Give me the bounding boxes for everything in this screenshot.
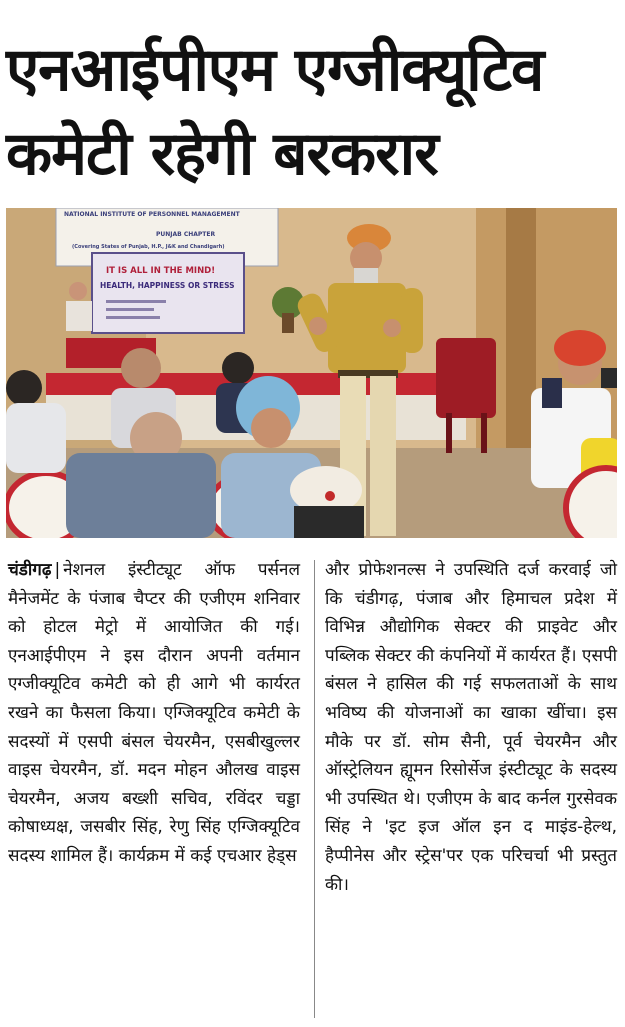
news-photo xyxy=(6,208,617,538)
standee-banner xyxy=(92,253,244,333)
article-text-right: और प्रोफेशनल्स ने उपस्थिति दर्ज करवाई जो कि चंडीगढ़, पंजाब और हिमाचल प्रदेश में विभिन्न औद्योगिक सेक्टर की प्राइवेट और पब्लिक सेक्टर की कंपनियों में कार्यरत हैं। एसपी बंसल ने हासिल की गई सफलताओं के साथ भविष्य की योजनाओं का खाका खींचा। इस मौके पर डॉ. सोम सैनी, पूर्व चेयरमैन और ऑस्ट्रेलियन ह्यूमन रिसोर्सेज इंस्टीट्यूट के सदस्य भी उपस्थित थे। एजीएम के बाद कर्नल गुरसेवक सिंह ने 'इट इज ऑल इन द माइंड-हेल्थ, हैप्पीनेस और स्ट्रेस'पर एक परिचर्चा भी प्रस्तुत की। xyxy=(325,560,617,895)
dateline: चंडीगढ़ xyxy=(8,560,52,580)
white-cap-figure xyxy=(290,466,364,538)
top-banner-line-1: NATIONAL INSTITUTE OF PERSONNEL MANAGEMENT xyxy=(64,211,240,218)
headline-line-1: एनआईपीएम एग्जीक्यूटिव xyxy=(6,35,544,105)
headline-line-2: कमेटी रहेगी बरकरार xyxy=(6,119,438,189)
article-column-right xyxy=(325,556,617,1016)
event-photo-illustration xyxy=(6,208,617,538)
headline xyxy=(6,28,621,196)
standee-line-1: IT IS ALL IN THE MIND! xyxy=(106,266,216,276)
article-text-left: नेशनल इंस्टीट्यूट ऑफ पर्सनल मैनेजमेंट के पंजाब चैप्टर की एजीएम शनिवार को होटल मेट्रो में आयोजित की गई। एनआईपीएम ने इस दौरान अपनी वर्तमान एग्जीक्यूटिव कमेटी को ही आगे भी कार्यरत रखने का फैसला किया। एग्जिक्यूटिव कमेटी के सदस्यों में एसपी बंसल चेयरमैन, एसबीखुल्लर वाइस चेयरमैन, डॉ. मदन मोहन औलख वाइस चेयरमैन, अजय बख्शी सचिव, रविंदर चड्डा कोषाध्यक्ष, जसबीर सिंह, रेणु सिंह एग्जिक्यूटिव सदस्य शामिल हैं। कार्यक्रम में कई एचआर हेड्स xyxy=(8,560,300,866)
top-banner-line-2: PUNJAB CHAPTER xyxy=(156,231,216,238)
top-banner-line-3: (Covering States of Punjab, H.P., J&K and Chandigarh) xyxy=(72,244,225,250)
dateline-separator: | xyxy=(54,560,61,580)
standee-line-2: HEALTH, HAPPINESS OR STRESS xyxy=(100,281,235,290)
article-column-left xyxy=(8,556,300,1016)
column-divider xyxy=(314,560,315,1018)
